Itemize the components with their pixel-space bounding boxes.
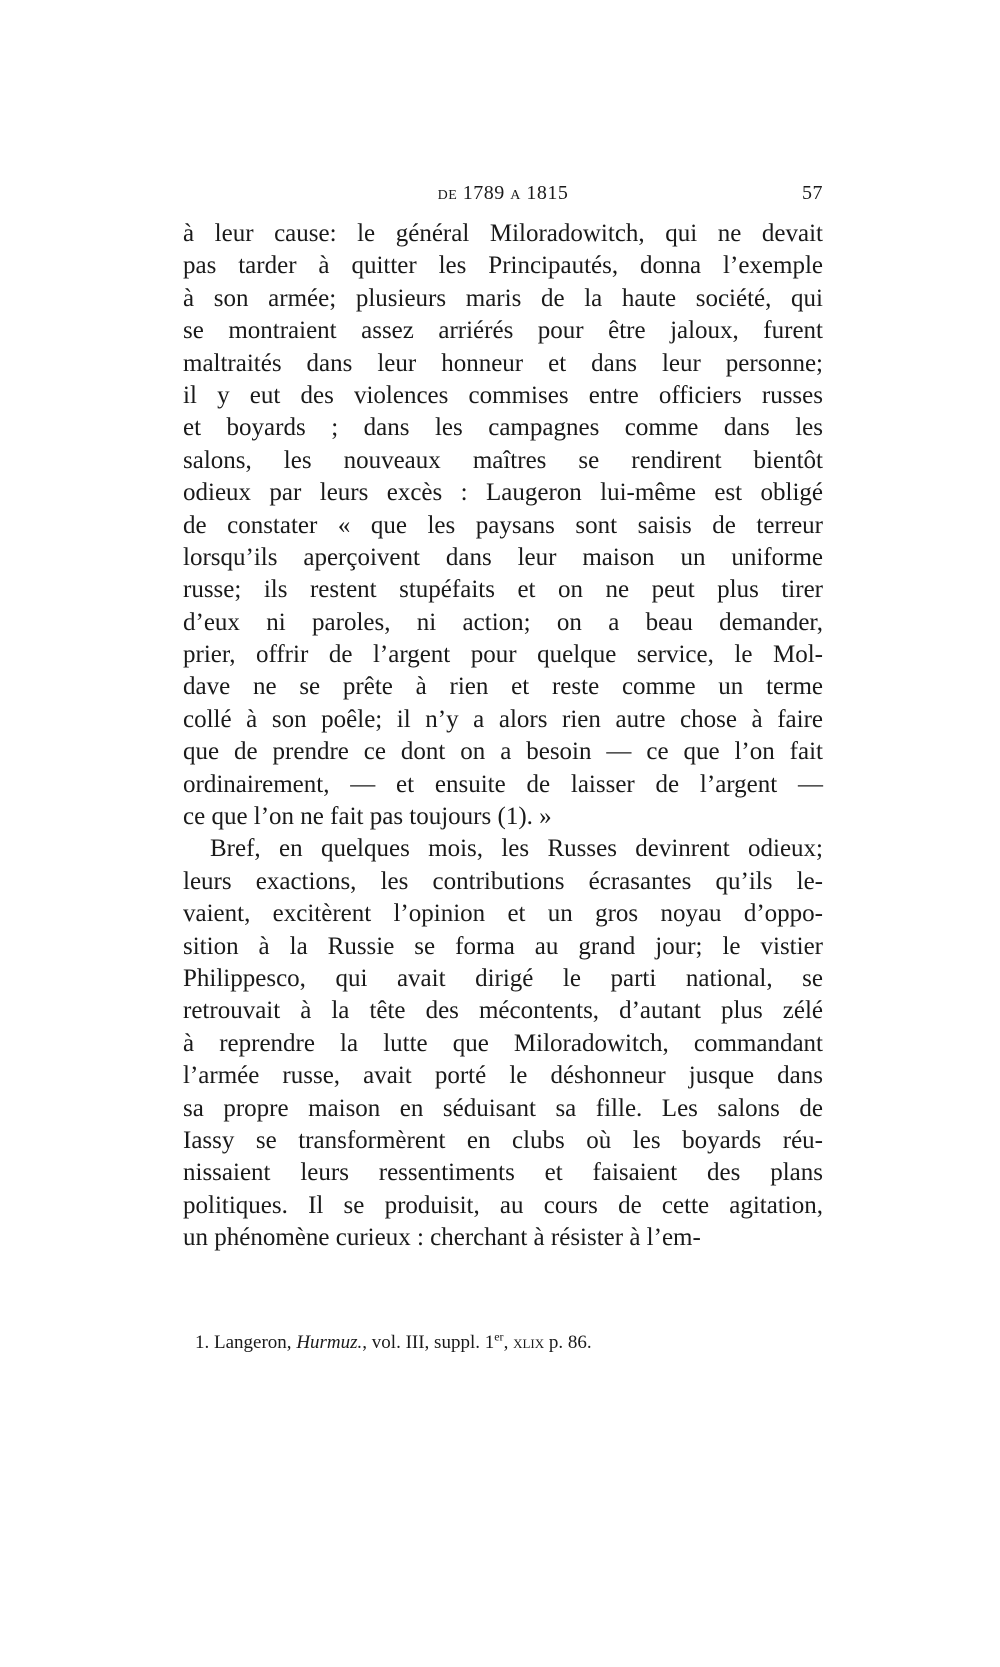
text-line: vaient, excitèrent l’opinion et un gros noyau d’oppo- [183,900,823,928]
text-line: dave ne se prête à rien et reste comme un terme [183,673,823,701]
text-line: l’armée russe, avait porté le déshonneur jusque dans [183,1062,823,1090]
footnote-page-ref: p. 86. [548,1332,592,1353]
page-number: 57 [802,182,823,204]
text-line: collé à son poêle; il n’y a alors rien autre chose à faire [183,705,823,733]
text-line: se montraient assez arriérés pour être jaloux, furent [183,317,823,345]
text-line: odieux par leurs excès : Laugeron lui-même est obligé [183,479,823,507]
footnote-superscript: er [494,1329,504,1344]
text-line: il y eut des violences commises entre officiers russes [183,381,823,409]
text-line: retrouvait à la tête des mécontents, d’autant plus zélé [183,997,823,1025]
paragraph [183,218,823,833]
body-text [183,218,823,1255]
text-line: lorsqu’ils aperçoivent dans leur maison un uniforme [183,543,823,571]
text-line: sa propre maison en séduisant sa fille. Les salons de [183,1094,823,1122]
text-line: que de prendre ce dont on a besoin — ce que l’on fait [183,738,823,766]
text-line: ce que l’on ne fait pas toujours (1). » [183,803,552,831]
paragraph [183,833,823,1254]
running-head-title: de 1789 a 1815 [437,182,569,204]
text-line: et boyards ; dans les campagnes comme dans les [183,414,823,442]
text-line: à son armée; plusieurs maris de la haute société, qui [183,284,823,312]
footnote [183,1330,823,1356]
footnote-marker: 1. [195,1332,210,1353]
text-line: d’eux ni paroles, ni action; on a beau demander, [183,608,823,636]
text-line: salons, les nouveaux maîtres se rendirent bientôt [183,446,823,474]
text-line: leurs exactions, les contributions écrasantes qu’ils le- [183,867,823,895]
text-line: nissaient leurs ressentiments et faisaient des plans [183,1159,823,1187]
text-line: à leur cause: le général Miloradowitch, qui ne devait [183,220,823,247]
text-line: ordinairement, — et ensuite de laisser de l’argent — [183,770,823,798]
footnote-details-comma: , [503,1332,509,1353]
footnotes [183,1330,823,1356]
text-line: sition à la Russie se forma au grand jour; le vistier [183,932,823,960]
text-line: Bref, en quelques mois, les Russes devinrent odieux; [210,835,823,863]
text-line: Philippesco, qui avait dirigé le parti national, se [183,964,823,992]
text-line: politiques. Il se produisit, au cours de cette agitation, [183,1191,823,1219]
text-line: maltraités dans leur honneur et dans leur personne; [183,349,823,377]
footnote-roman: xlix [513,1332,545,1353]
text-line: russe; ils restent stupéfaits et on ne peut plus tirer [183,576,823,604]
text-line: prier, offrir de l’argent pour quelque service, le Mol- [183,641,823,669]
text-line: pas tarder à quitter les Principautés, donna l’exemple [183,252,823,280]
text-line: à reprendre la lutte que Miloradowitch, commandant [183,1029,823,1057]
text-line: Iassy se transformèrent en clubs où les boyards réu- [183,1126,823,1154]
footnote-author: Langeron, [214,1332,292,1353]
footnote-details: , vol. III, suppl. 1 [362,1332,495,1353]
text-line: un phénomène curieux : cherchant à résister à l’em- [183,1224,701,1252]
footnote-work: Hurmuz. [296,1332,363,1353]
text-line: de constater « que les paysans sont saisis de terreur [183,511,823,539]
